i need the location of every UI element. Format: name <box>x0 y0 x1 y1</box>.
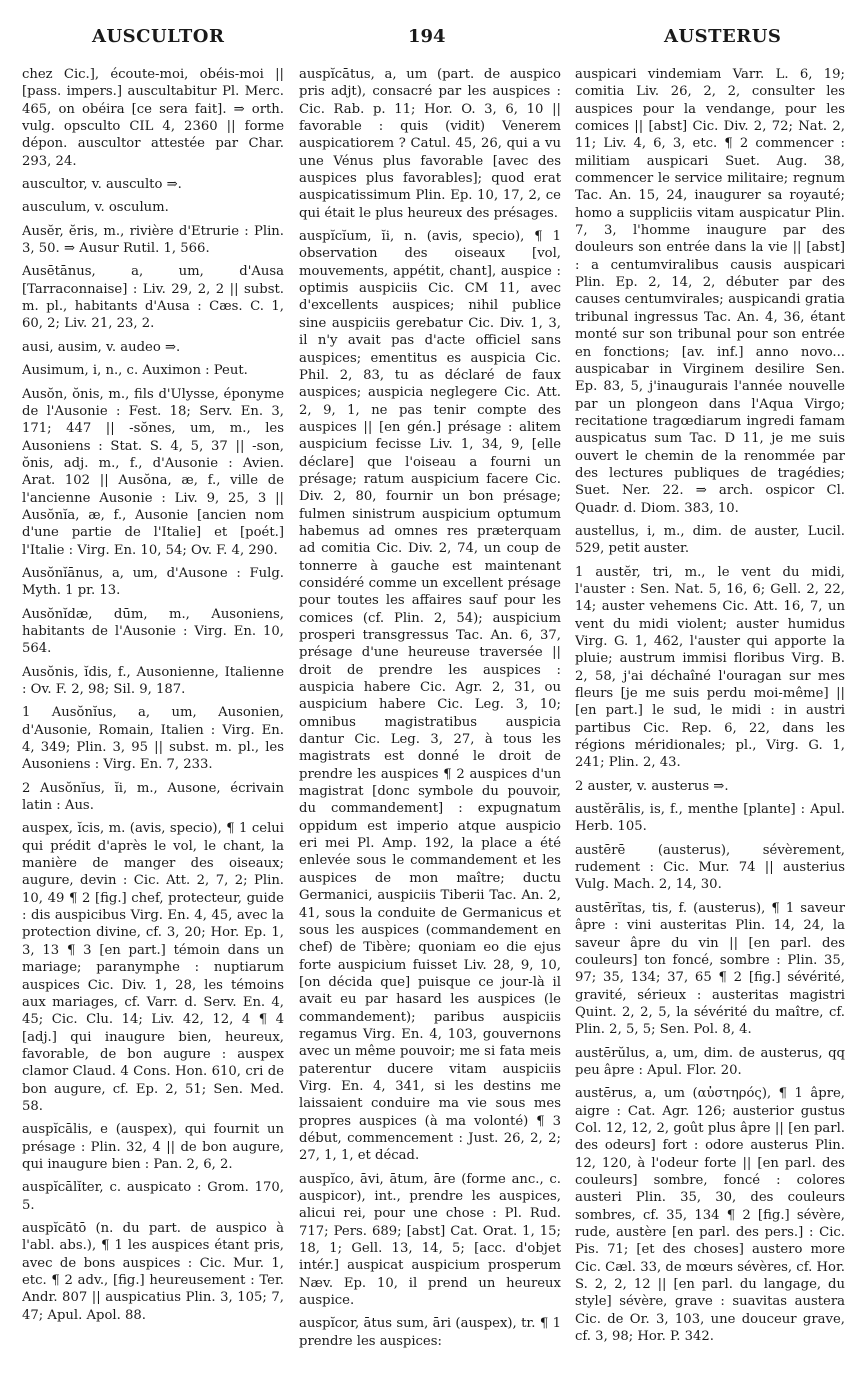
dictionary-entry: chez Cic.], écoute-moi, obéis-moi || [pass. impers.] auscultabitur Pl. Merc. 465, on obéira [ce sera fait]. ⇒ orth. vulg. opsculto CIL 4, 2360 || forme dépon. auscultor attestée par Char. 293, 24. <box>22 67 284 169</box>
right-running-head: AUSTERUS <box>664 26 782 47</box>
dictionary-entry: 2 Ausŏnĭus, ĭi, m., Ausone, écrivain latin : Aus. <box>22 780 284 814</box>
dictionary-entry: Ausŏnĭānus, a, um, d'Ausone : Fulg. Myth. 1 pr. 13. <box>22 565 284 599</box>
dictionary-entry: Ausimum, i, n., c. Auximon : Peut. <box>22 363 248 379</box>
dictionary-entry: Ausŏn, ŏnis, m., fils d'Ulysse, éponyme de l'Ausonie : Fest. 18; Serv. En. 3, 171; 447 || -sŏnes, um, m., les Ausoniens : Stat. S. 4, 5, 37 || -son, ŏnis, adj. m., f., d'Ausonie : Avien. Arat. 102 || Ausŏna, æ, f., ville de l'ancienne Ausonie : Liv. 9, 25, 3 || Ausŏnĭa, æ, f., Ausonie [ancien nom d'une partie de l'Italie] et [poét.] l'Italie : Virg. En. 10, 54; Ov. F. 4, 290. <box>22 386 284 558</box>
dictionary-entry: auspĭcālis, e (auspex), qui fournit un présage : Plin. 32, 4 || de bon augure, qui inaugure bien : Pan. 2, 6, 2. <box>22 1122 284 1172</box>
dictionary-entry: auspĭcor, ātus sum, āri (auspex), tr. ¶ 1 prendre les auspices: <box>299 1316 561 1349</box>
column-3 <box>575 66 845 1374</box>
dictionary-entry: auspĭcātus, a, um (part. de auspico pris adjt), consacré par les auspices : Cic. Rab. p. 11; Hor. O. 3, 6, 10 || favorable : quis (vidit) Venerem auspicatiorem ? Catul. 45, 26, qui a vu une Vénus plus favorable [avec des auspices plus favorables]; quod erat auspicatissimum Plin. Ep. 10, 17, 2, ce qui était le plus heureux des présages. <box>299 67 561 221</box>
dictionary-entry: 2 auster, v. austerus ⇒. <box>575 778 729 794</box>
dictionary-entry: 1 Ausŏnĭus, a, um, Ausonien, d'Ausonie, Romain, Italien : Virg. En. 4, 349; Plin. 3, 95 || subst. m. pl., les Ausoniens : Virg. En. 7, 233. <box>22 705 284 773</box>
dictionary-entry: austĕrālis, is, f., menthe [plante] : Apul. Herb. 105. <box>575 802 845 835</box>
dictionary-entry: ausi, ausim, v. audeo ⇒. <box>22 339 181 355</box>
dictionary-entry: Ausŏnis, ĭdis, f., Ausonienne, Italienne : Ov. F. 2, 98; Sil. 9, 187. <box>22 664 284 697</box>
dictionary-entry: austērĭtas, tis, f. (austerus), ¶ 1 saveur âpre : vini austeritas Plin. 14, 24, la saveur âpre du vin || [en parl. des couleurs] ton foncé, sombre : Plin. 35, 97; 35, 134; 37, 65 ¶ 2 [fig.] sévérité, gravité, sérieux : austeritas magistri Quint. 2, 2, 5, la sévérité du maître, cf. Plin. 2, 5, 5; Sen. Pol. 8, 4. <box>575 900 845 1038</box>
dictionary-entry: Ausētānus, a, um, d'Ausa [Tarraconnaise] : Liv. 29, 2, 2 || subst. m. pl., habitants d'Ausa : Cæs. C. 1, 60, 2; Liv. 21, 23, 2. <box>22 264 284 332</box>
dictionary-entry: austellus, i, m., dim. de auster, Lucil. 529, petit auster. <box>575 523 845 557</box>
dictionary-entry: auspĭcālĭter, c. auspicato : Grom. 170, 5. <box>22 1180 284 1213</box>
dictionary-entry: auscultor, v. ausculto ⇒. <box>22 177 182 193</box>
dictionary-entry: austērē (austerus), sévèrement, rudement : Cic. Mur. 74 || austerius Vulg. Mach. 2, 14, 30. <box>575 842 845 893</box>
column-2 <box>299 66 561 1374</box>
page-header <box>0 26 867 54</box>
dictionary-entry: auspĭco, āvi, ātum, āre (forme anc., c. auspicor), int., prendre les auspices, alicui rei, pour une chose : Pl. Rud. 717; Pers. 689; [abst] Cat. Orat. 1, 15; 18, 1; Gell. 13, 14, 5; [acc. d'objet intér.] auspicat auspicium prosperum Næv. Ep. 10, il prend un heureux auspice. <box>299 1171 561 1309</box>
column-1 <box>22 66 284 1374</box>
dictionary-entry: 1 austĕr, tri, m., le vent du midi, l'auster : Sen. Nat. 5, 16, 6; Gell. 2, 22, 14; auster vehemens Cic. Att. 16, 7, un vent du midi violent; auster humidus Virg. G. 1, 462, l'auster qui apporte la pluie; austrum immisi floribus Virg. B. 2, 58, j'ai déchaîné l'ouragan sur mes fleurs [je me suis perdu moi-même] || [en part.] le sud, le midi : in austri partibus Cic. Rep. 6, 22, dans les régions méridionales; pl., Virg. G. 1, 241; Plin. 2, 43. <box>575 564 845 771</box>
dictionary-entry: austērŭlus, a, um, dim. de austerus, qq peu âpre : Apul. Flor. 20. <box>575 1045 845 1078</box>
dictionary-entry: austērus, a, um (αὐστηρός), ¶ 1 âpre, aigre : Cat. Agr. 126; austerior gustus Col. 12, 12, 2, goût plus âpre || [en parl. des odeurs] fort : odore austerus Plin. 12, 120, à l'odeur forte || [en parl. des couleurs] sombre, foncé : colores austeri Plin. 35, 30, des couleurs sombres, cf. 35, 134 ¶ 2 [fig.] sévère, rude, austère [en parl. des pers.] : Cic. Pis. 71; [et des choses] austero more Cic. Cæl. 33, de mœurs sévères, cf. Hor. S. 2, 2, 12 || [en parl. du langage, du style] sévère, grave : suavitas austera Cic. de Or. 3, 103, une douceur grave, cf. 3, 98; Hor. P. 342. <box>575 1086 845 1345</box>
dictionary-entry: Ausŏnĭdæ, dūm, m., Ausoniens, habitants de l'Ausonie : Virg. En. 10, 564. <box>22 606 284 657</box>
dictionary-entry: Ausĕr, ĕris, m., rivière d'Etrurie : Plin. 3, 50. ⇒ Ausur Rutil. 1, 566. <box>22 223 284 257</box>
dictionary-entry: ausculum, v. osculum. <box>22 200 169 216</box>
dictionary-entry: auspex, ĭcis, m. (avis, specio), ¶ 1 celui qui prédit d'après le vol, le chant, la manière de manger des oiseaux; augure, devin : Cic. Att. 2, 7, 2; Plin. 10, 49 ¶ 2 [fig.] chef, protecteur, guide : dis auspicibus Virg. En. 4, 45, avec la protection divine, cf. 3, 20; Hor. Ep. 1, 3, 13 ¶ 3 [en part.] témoin dans un mariage; paranymphe : nuptiarum auspices Cic. Div. 1, 28, les témoins aux mariages, cf. Varr. d. Serv. En. 4, 45; Cic. Clu. 14; Liv. 42, 12, 4 ¶ 4 [adj.] qui inaugure bien, heureux, favorable, de bon augure : auspex clamor Claud. 4 Cons. Hon. 610, cri de bon augure, cf. Ep. 2, 51; Sen. Med. 58. <box>22 821 284 1114</box>
dictionary-entry: auspĭcĭum, ĭi, n. (avis, specio), ¶ 1 observation des oiseaux [vol, mouvements, appétit, chant], auspice : optimis auspiciis Cic. CM 11, avec d'excellents auspices; nihil publice sine auspiciis gerebatur Cic. Div. 1, 3, il n'y avait pas d'acte officiel sans auspices; ementitus es auspicia Cic. Phil. 2, 83, tu as déclaré de faux auspices; auspicia neglegere Cic. Att. 2, 9, 1, ne pas tenir compte des auspices || [en gén.] présage : alitem auspicium fecisse Liv. 1, 34, 9, [elle déclare] que l'oiseau a fourni un présage; ratum auspicium facere Cic. Div. 2, 80, fournir un bon présage; fulmen sinistrum auspicium optumum habemus ad omnes res præterquam ad comitia Cic. Div. 2, 74, un coup de tonnerre à gauche est maintenant considéré comme un excellent présage pour toutes les affaires sauf pour les comices (cf. Plin. 2, 54); auspicium prosperi transgressus Tac. An. 6, 37, présage d'une heureuse traversée || droit de prendre les auspices : auspicia habere Cic. Agr. 2, 31, ou auspicium habere Cic. Leg. 3, 10; omnibus magistratibus auspicia dantur Cic. Leg. 3, 27, à tous les magistrats est donné le droit de prendre les auspices ¶ 2 auspices d'un magistrat [donc symbole du pouvoir, du commandement] : expugnatum oppidum est imperio atque auspicio eri mei Pl. Amp. 192, la place a été enlevée sous le commandement et les auspices de mon maître; ductu Germanici, auspiciis Tiberii Tac. An. 2, 41, sous la conduite de Germanicus et sous les auspices (commandement en chef) de Tibère; quoniam eo die ejus forte auspicium fuisset Liv. 28, 9, 10, [on décida que] puisque ce jour-là il avait eu par hasard les auspices (le commandement); paribus auspiciis regamus Virg. En. 4, 103, gouvernons avec un même pouvoir; me si fata meis paterentur ducere vitam auspiciis Virg. En. 4, 341, si les destins me laissaient conduire ma vie sous mes propres auspices (à ma volonté) ¶ 3 début, commencement : Just. 26, 2, 2; 27, 1, 1, et décad. <box>299 229 561 1164</box>
page-number: 194 <box>408 26 446 47</box>
dictionary-entry: auspicari vindemiam Varr. L. 6, 19; comitia Liv. 26, 2, 2, consulter les auspices pour la vendange, pour les comices || [abst] Cic. Div. 2, 72; Nat. 2, 11; Liv. 4, 6, 3, etc. ¶ 2 commencer : militiam auspicari Suet. Aug. 38, commencer le service militaire; regnum Tac. An. 15, 24, inaugurer sa royauté; homo a suppliciis vitam auspicatur Plin. 7, 3, l'homme inaugure par des douleurs son entrée dans la vie || [abst] : a centumviralibus causis auspicari Plin. Ep. 2, 14, 2, débuter par des causes centumvirales; auspicandi gratia tribunal ingressus Tac. An. 4, 36, étant monté sur son tribunal pour son entrée en fonctions; [av. inf.] anno novo... auspicabar in Virginem desilire Sen. Ep. 83, 5, j'inaugurais l'année nouvelle par un plongeon dans l'Aqua Virgo; recitatione tragœdiarum ingredi famam auspicatus sum Tac. D 11, je me suis ouvert le chemin de la renommée par des lectures publiques de tragédies; Suet. Ner. 22. ⇒ arch. ospicor Cl. Quadr. d. Diom. 383, 10. <box>575 67 845 516</box>
left-running-head: AUSCULTOR <box>92 26 225 47</box>
dictionary-entry: auspĭcātō (n. du part. de auspico à l'abl. abs.), ¶ 1 les auspices étant pris, avec de bons auspices : Cic. Mur. 1, etc. ¶ 2 adv., [fig.] heureusement : Ter. Andr. 807 || auspicatius Plin. 3, 105; 7, 47; Apul. Apol. 88. <box>22 1220 284 1323</box>
